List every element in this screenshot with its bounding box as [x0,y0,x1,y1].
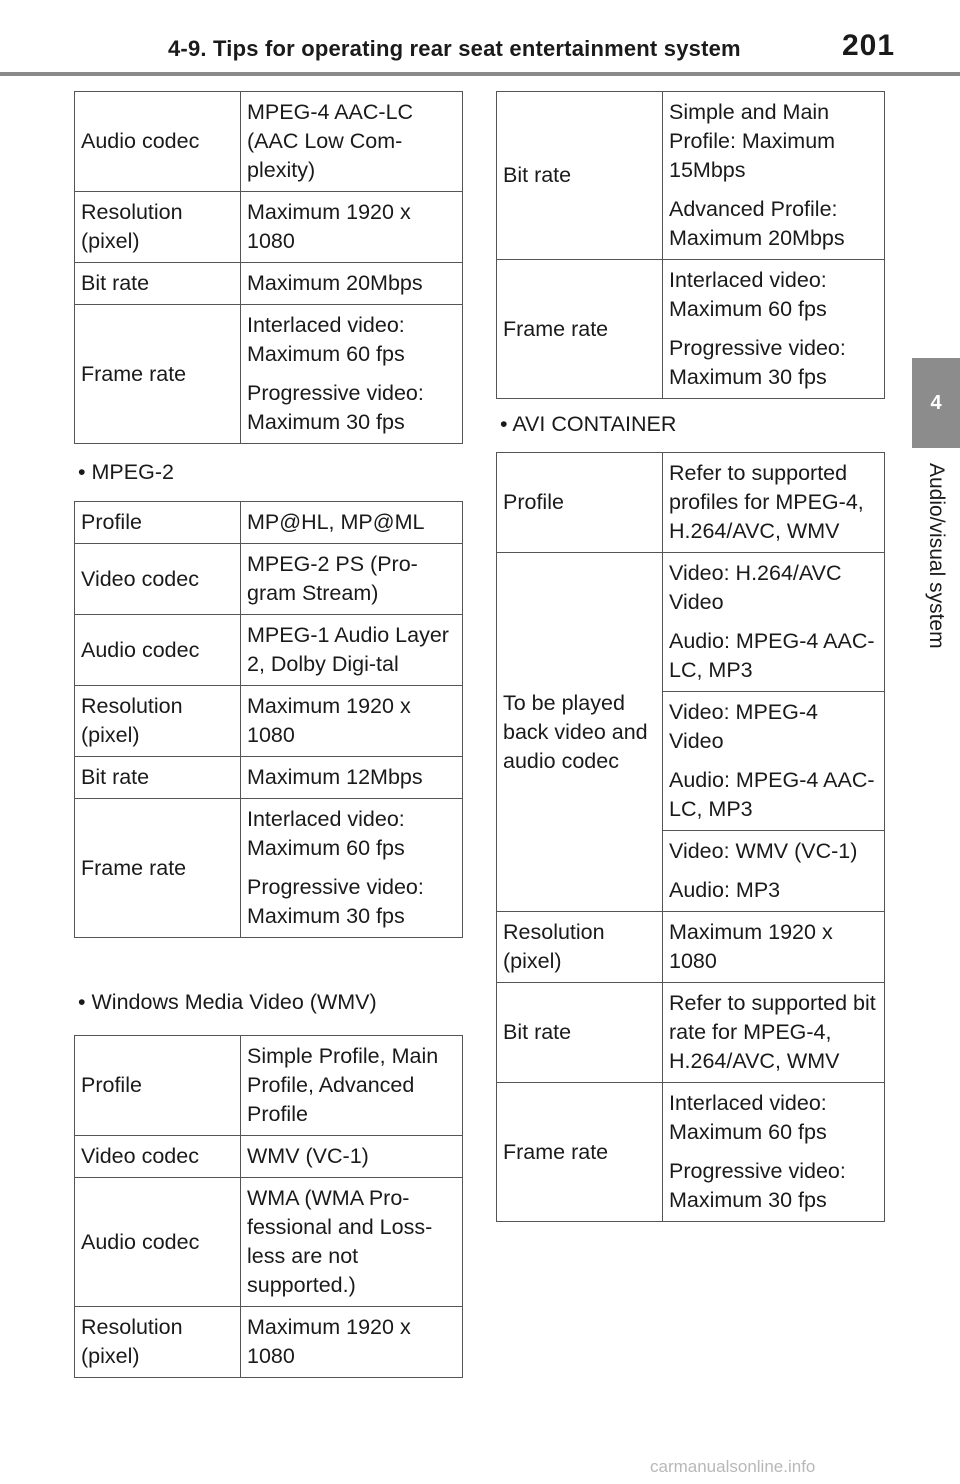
spec-value [241,799,463,938]
spec-key: Bit rate [497,92,663,260]
spec-row [75,1307,463,1378]
spec-key: Bit rate [75,757,241,799]
spec-key: Frame rate [497,1083,663,1222]
spec-key: Audio codec [75,1178,241,1307]
spec-value-line: Refer to supported profiles for MPEG-4, H.264/AVC, WMV [669,461,864,543]
spec-row [497,983,885,1083]
spec-row [75,799,463,938]
spec-row [497,260,885,399]
spec-row [75,686,463,757]
avi-spec-table [496,452,885,1222]
spec-value-line: Interlaced video: Maximum 60 fps [247,313,405,366]
spec-row [75,1136,463,1178]
spec-value [663,553,885,692]
spec-row [75,263,463,305]
spec-value [241,1136,463,1178]
spec-key: Audio codec [75,615,241,686]
spec-key: To be played back video and audio codec [497,553,663,912]
spec-row [497,912,885,983]
spec-key: Profile [75,1036,241,1136]
spec-value [663,983,885,1083]
spec-value [241,1178,463,1307]
spec-value-line: MPEG-2 PS (Pro-gram Stream) [247,552,418,605]
wmv-spec-table [74,1035,463,1378]
spec-value [663,92,885,260]
spec-value [663,453,885,553]
spec-value [663,1083,885,1222]
spec-value [663,260,885,399]
watermark: carmanualsonline.info [650,1457,816,1476]
spec-value-line: Maximum 1920 x 1080 [247,200,411,253]
spec-value-line: Audio: MPEG-4 AAC-LC, MP3 [669,629,875,682]
mpeg4-spec-table-continued [74,91,463,444]
spec-key: Profile [75,502,241,544]
spec-value-line: WMA (WMA Pro-fessional and Loss-less are not supported.) [247,1186,433,1297]
spec-value [241,1307,463,1378]
spec-value-line: Maximum 1920 x 1080 [247,1315,411,1368]
spec-value-line: Interlaced video: Maximum 60 fps [247,807,405,860]
spec-value-line: Progressive video: Maximum 30 fps [669,336,846,389]
spec-row [497,553,885,692]
spec-value [241,615,463,686]
spec-value-line: Advanced Profile: Maximum 20Mbps [669,197,845,250]
spec-value [241,757,463,799]
spec-row [75,1178,463,1307]
spec-value [241,544,463,615]
spec-key: Frame rate [75,305,241,444]
chapter-label: Audio/visual system [925,463,948,649]
spec-key: Resolution (pixel) [75,686,241,757]
spec-value-line: Progressive video: Maximum 30 fps [247,875,424,928]
spec-key: Profile [497,453,663,553]
spec-value-line: Maximum 12Mbps [247,765,423,789]
spec-value-line: WMV (VC-1) [247,1144,369,1168]
spec-row [75,92,463,192]
spec-key: Bit rate [497,983,663,1083]
spec-value-line: Simple and Main Profile: Maximum 15Mbps [669,100,836,182]
bullet-mpeg2: • MPEG-2 [78,460,174,484]
spec-key: Frame rate [497,260,663,399]
spec-row [75,544,463,615]
section-title: 4-9. Tips for operating rear seat entertainment system [168,36,741,61]
spec-value-line: Video: H.264/AVC Video [669,561,842,614]
page-number: 201 [842,29,896,62]
spec-value-line: Audio: MPEG-4 AAC-LC, MP3 [669,768,875,821]
bullet-wmv: • Windows Media Video (WMV) [78,990,377,1014]
spec-key: Video codec [75,544,241,615]
spec-row [75,615,463,686]
bullet-avi: • AVI CONTAINER [500,412,677,436]
spec-value-line: MPEG-1 Audio Layer 2, Dolby Digi-tal [247,623,449,676]
spec-row [75,305,463,444]
spec-value [241,263,463,305]
spec-row [75,1036,463,1136]
chapter-number: 4 [930,391,942,414]
spec-row [497,453,885,553]
spec-key: Frame rate [75,799,241,938]
spec-key: Resolution (pixel) [75,1307,241,1378]
spec-value [663,912,885,983]
chapter-tab[interactable] [912,358,960,448]
spec-value-line: Refer to supported bit rate for MPEG-4, H.264/AVC, WMV [669,991,876,1073]
spec-value-line: Progressive video: Maximum 30 fps [669,1159,846,1212]
spec-row [497,92,885,260]
spec-value-line: Interlaced video: Maximum 60 fps [669,268,827,321]
spec-value-line: Interlaced video: Maximum 60 fps [669,1091,827,1144]
spec-value-line: Video: WMV (VC-1) [669,839,858,863]
spec-row [75,192,463,263]
spec-value-line: Maximum 1920 x 1080 [247,694,411,747]
spec-row [75,757,463,799]
spec-value [241,1036,463,1136]
spec-value [241,192,463,263]
spec-value [663,831,885,912]
spec-value-line: Audio: MP3 [669,878,781,902]
spec-value [663,692,885,831]
spec-row [497,1083,885,1222]
spec-value-line: MP@HL, MP@ML [247,510,425,534]
wmv-spec-table-continued [496,91,885,399]
spec-value [241,305,463,444]
spec-value [241,502,463,544]
spec-key: Bit rate [75,263,241,305]
spec-value-line: Video: MPEG-4 Video [669,700,818,753]
spec-row [75,502,463,544]
mpeg2-spec-table [74,501,463,938]
spec-value [241,92,463,192]
header-rule [0,72,960,76]
spec-value-line: Simple Profile, Main Profile, Advanced Profile [247,1044,439,1126]
spec-key: Audio codec [75,92,241,192]
spec-value-line: Maximum 1920 x 1080 [669,920,833,973]
spec-value-line: Progressive video: Maximum 30 fps [247,381,424,434]
spec-key: Video codec [75,1136,241,1178]
spec-key: Resolution (pixel) [75,192,241,263]
spec-value [241,686,463,757]
spec-value-line: MPEG-4 AAC-LC (AAC Low Com-plexity) [247,100,414,182]
spec-key: Resolution (pixel) [497,912,663,983]
spec-value-line: Maximum 20Mbps [247,271,423,295]
